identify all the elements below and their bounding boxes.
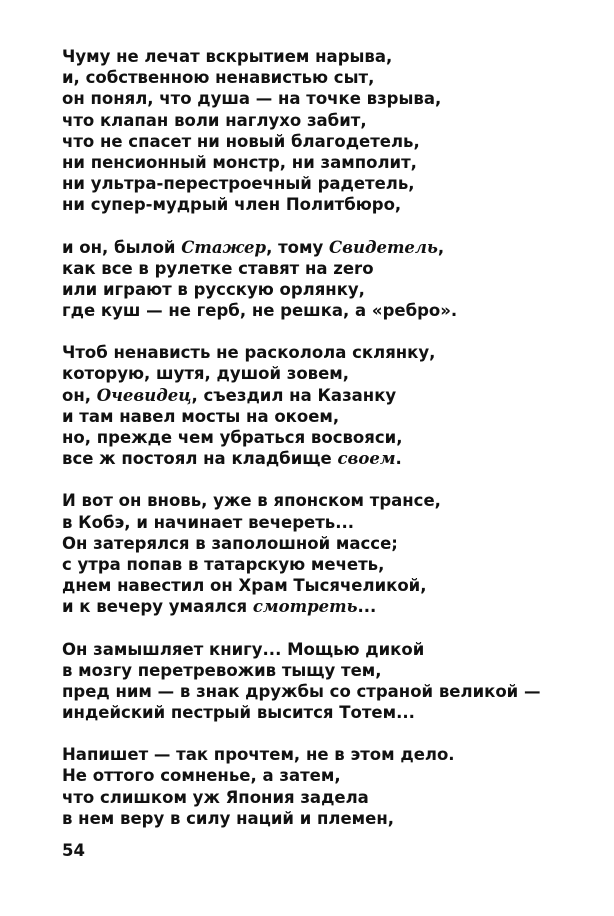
poem-line <box>62 639 602 660</box>
text-segment: , <box>437 237 445 257</box>
text-segment: и он, былой <box>62 237 182 257</box>
text-segment: и, собственною ненавистью сыт, <box>62 68 375 88</box>
italic-text-segment: смотреть <box>252 597 358 617</box>
text-segment: в мозгу перетревожив тыщу тем, <box>62 660 382 680</box>
poem-line <box>62 660 602 681</box>
text-segment: индейский пестрый высится Тотем... <box>62 703 415 723</box>
text-segment: Чуму не лечат вскрытием нарыва, <box>62 47 393 66</box>
text-segment: все ж постоял на кладбище <box>62 449 338 469</box>
poem-line <box>62 596 602 617</box>
poem-line <box>62 406 602 427</box>
text-segment: , тому <box>266 237 330 257</box>
poem-body <box>62 46 602 850</box>
poem-line <box>62 152 602 173</box>
poem-line <box>62 385 602 406</box>
stanza <box>62 639 602 724</box>
text-segment: И вот он вновь, уже в японском трансе, <box>62 491 441 511</box>
italic-text-segment: Очевидец <box>96 385 192 405</box>
text-segment: что клапан воли наглухо забит, <box>62 110 367 130</box>
text-segment: ... <box>357 597 377 617</box>
italic-text-segment: Стажер <box>181 237 267 257</box>
text-segment: но, прежде чем убраться восвояси, <box>62 428 403 447</box>
poem-line <box>62 702 602 723</box>
text-segment: Чтоб ненависть не расколола склянку, <box>62 343 436 363</box>
poem-line <box>62 258 602 279</box>
text-segment: Он замышляет книгу... Мощью дикой <box>62 639 425 659</box>
poem-line <box>62 110 602 131</box>
text-segment: Напишет — так прочтем, не в этом дело. <box>62 745 455 765</box>
text-segment: ни пенсионный монстр, ни замполит, <box>62 152 417 172</box>
poem-line <box>62 363 602 384</box>
poem-line <box>62 554 602 575</box>
stanza <box>62 46 602 216</box>
poem-line <box>62 173 602 194</box>
poem-line <box>62 46 602 67</box>
text-segment: которую, шутя, душой зовем, <box>62 364 350 384</box>
poem-line <box>62 279 602 300</box>
text-segment: или играют в русскую орлянку, <box>62 279 365 299</box>
stanza <box>62 490 602 617</box>
text-segment: и к вечеру умаялся <box>62 597 253 617</box>
poem-line <box>62 448 602 469</box>
text-segment: он понял, что душа — на точке взрыва, <box>62 89 442 109</box>
poem-line <box>62 88 602 109</box>
text-segment: Он затерялся в заполошной массе; <box>62 533 398 553</box>
page-number: 54 <box>62 841 85 860</box>
text-segment: в нем веру в силу наций и племен, <box>62 808 395 828</box>
text-segment: он, <box>62 385 97 405</box>
text-segment: , съездил на Казанку <box>191 385 397 405</box>
italic-text-segment: своем <box>337 449 396 469</box>
text-segment: . <box>395 449 402 469</box>
poem-line <box>62 533 602 554</box>
text-segment: в Кобэ, и начинает вечереть... <box>62 512 355 532</box>
poem-line <box>62 427 602 448</box>
text-segment: где куш — не герб, не решка, а «ребро». <box>62 301 458 321</box>
poem-line <box>62 342 602 363</box>
text-segment: что слишком уж Япония задела <box>62 787 369 807</box>
italic-text-segment: Свидетель <box>329 237 438 257</box>
poem-line <box>62 512 602 533</box>
stanza <box>62 744 602 829</box>
poem-line <box>62 194 602 215</box>
text-segment: что не спасет ни новый благодетель, <box>62 131 420 151</box>
text-segment: Не оттого сомненье, а затем, <box>62 766 341 786</box>
text-segment: и там навел мосты на окоем, <box>62 406 340 426</box>
text-segment: как все в рулетке ставят на zero <box>62 258 374 278</box>
poem-line <box>62 575 602 596</box>
stanza <box>62 342 602 469</box>
text-segment: ни ультра-перестроечный радетель, <box>62 174 415 194</box>
text-segment: с утра попав в татарскую мечеть, <box>62 554 385 574</box>
poem-line <box>62 490 602 511</box>
poem-line <box>62 300 602 321</box>
poem-line <box>62 67 602 88</box>
poem-line <box>62 787 602 808</box>
text-segment: пред ним — в знак дружбы со страной великой — <box>62 681 541 701</box>
poem-line <box>62 131 602 152</box>
poem-line <box>62 808 602 829</box>
poem-line <box>62 744 602 765</box>
poem-line <box>62 681 602 702</box>
text-segment: ни супер-мудрый член Политбюро, <box>62 195 402 215</box>
poem-line <box>62 765 602 786</box>
poem-line <box>62 237 602 258</box>
stanza <box>62 237 602 322</box>
text-segment: днем навестил он Храм Тысячеликой, <box>62 576 427 596</box>
